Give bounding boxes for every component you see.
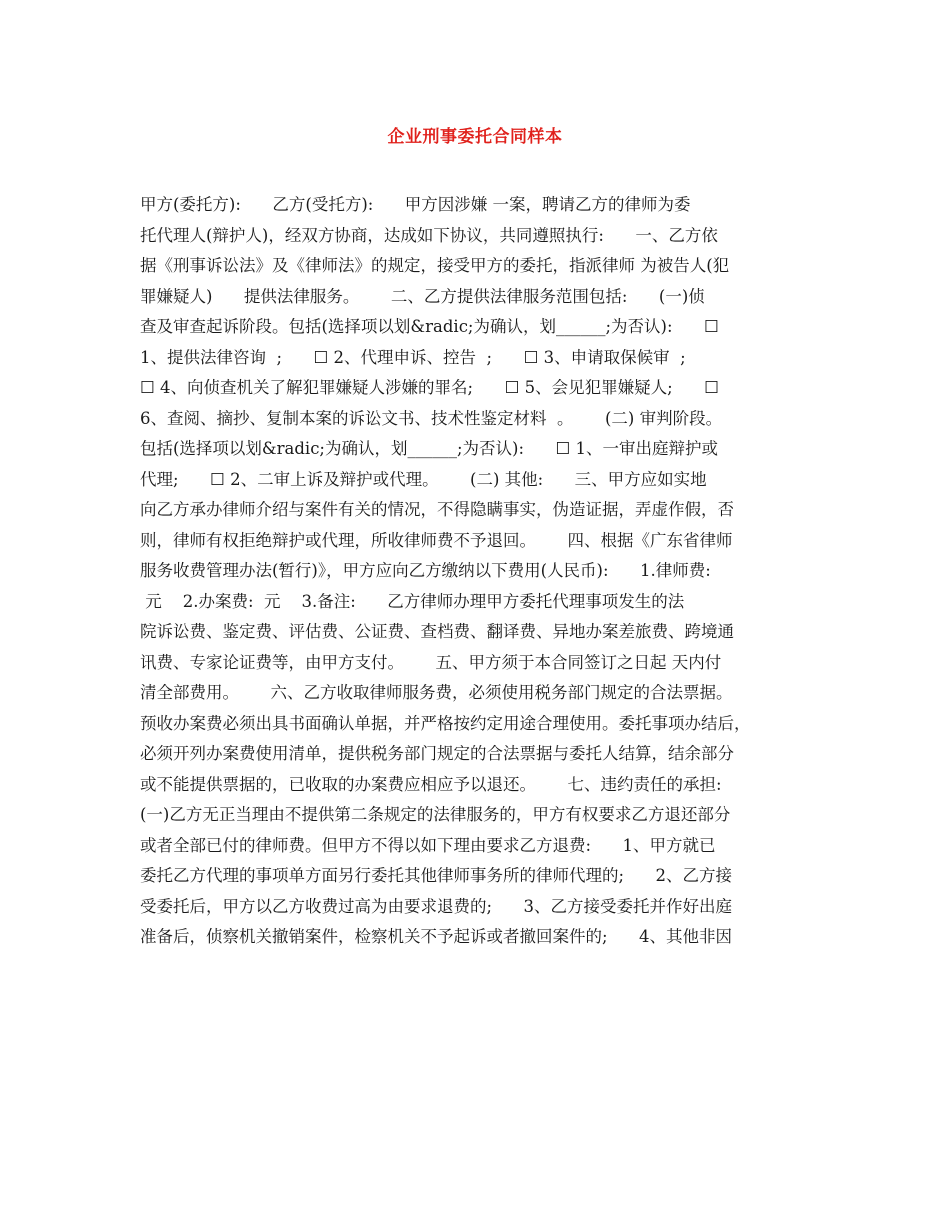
- body-line: 1、提供法律咨询 ; ☐ 2、代理申诉、控告 ; ☐ 3、申请取保候审 ;: [140, 347, 686, 367]
- body-line: 甲方(委托方): 乙方(受托方): 甲方因涉嫌 一案，聘请乙方的律师为委: [140, 195, 691, 214]
- body-line: 则，律师有权拒绝辩护或代理，所收律师费不予退回。 四、根据《广东省律师: [140, 530, 733, 550]
- body-line: 准备后，侦察机关撤销案件，检察机关不予起诉或者撤回案件的; 4、其他非因: [140, 927, 733, 946]
- body-line: 元 2.办案费: 元 3.备注: 乙方律师办理甲方委托代理事项发生的法: [140, 591, 685, 611]
- body-line: 委托乙方代理的事项单方面另行委托其他律师事务所的律师代理的; 2、乙方接: [140, 866, 733, 885]
- body-line: 预收办案费必须出具书面确认单据，并严格按约定用途合理使用。委托事项办结后，: [140, 713, 751, 733]
- body-line: 讯费、专家论证费等，由甲方支付。 五、甲方须于本合同签订之日起 天内付: [140, 652, 722, 672]
- document-title: 企业刑事委托合同样本: [387, 127, 563, 147]
- body-line: 受委托后，甲方以乙方收费过高为由要求退费的; 3、乙方接受委托并作好出庭: [140, 896, 733, 916]
- body-line: 或不能提供票据的，已收取的办案费应相应予以退还。 七、违约责任的承担:: [140, 774, 722, 794]
- body-line: 代理; ☐ 2、二审上诉及辩护或代理。 (二) 其他: 三、甲方应如实地: [140, 469, 707, 489]
- body-line: 查及审查起诉阶段。包括(选择项以划&radic;为确认，划______;为否认): ☐: [140, 317, 719, 336]
- body-line: 6、查阅、摘抄、复制本案的诉讼文书、技术性鉴定材料 。 (二) 审判阶段。: [140, 408, 723, 428]
- body-line: 向乙方承办律师介绍与案件有关的情况，不得隐瞒事实，伪造证据，弄虚作假，否: [140, 500, 734, 519]
- body-line: (一)乙方无正当理由不提供第二条规定的法律服务的，甲方有权要求乙方退还部分: [140, 805, 731, 824]
- document-body: [140, 190, 812, 953]
- body-line: 必须开列办案费使用清单，提供税务部门规定的合法票据与委托人结算，结余部分: [140, 744, 734, 763]
- body-line: 包括(选择项以划&radic;为确认，划______;为否认): ☐ 1、一审出庭辩护或: [140, 439, 719, 458]
- body-line: 托代理人(辩护人)，经双方协商，达成如下协议，共同遵照执行: 一、乙方依: [140, 225, 718, 245]
- body-line: 罪嫌疑人) 提供法律服务。 二、乙方提供法律服务范围包括: (一)侦: [140, 286, 705, 306]
- body-line: 院诉讼费、鉴定费、评估费、公证费、查档费、翻译费、异地办案差旅费、跨境通: [140, 622, 734, 641]
- body-line: 或者全部已付的律师费。但甲方不得以如下理由要求乙方退费: 1、甲方就已: [140, 835, 716, 855]
- body-line: 服务收费管理办法(暂行)》，甲方应向乙方缴纳以下费用(人民币): 1.律师费:: [140, 561, 711, 580]
- body-line: ☐ 4、向侦查机关了解犯罪嫌疑人涉嫌的罪名; ☐ 5、会见犯罪嫌疑人; ☐: [140, 378, 719, 397]
- body-line: 清全部费用。 六、乙方收取律师服务费，必须使用税务部门规定的合法票据。: [140, 683, 733, 702]
- body-line: 据《刑事诉讼法》及《律师法》的规定，接受甲方的委托，指派律师 为被告人(犯: [140, 256, 730, 275]
